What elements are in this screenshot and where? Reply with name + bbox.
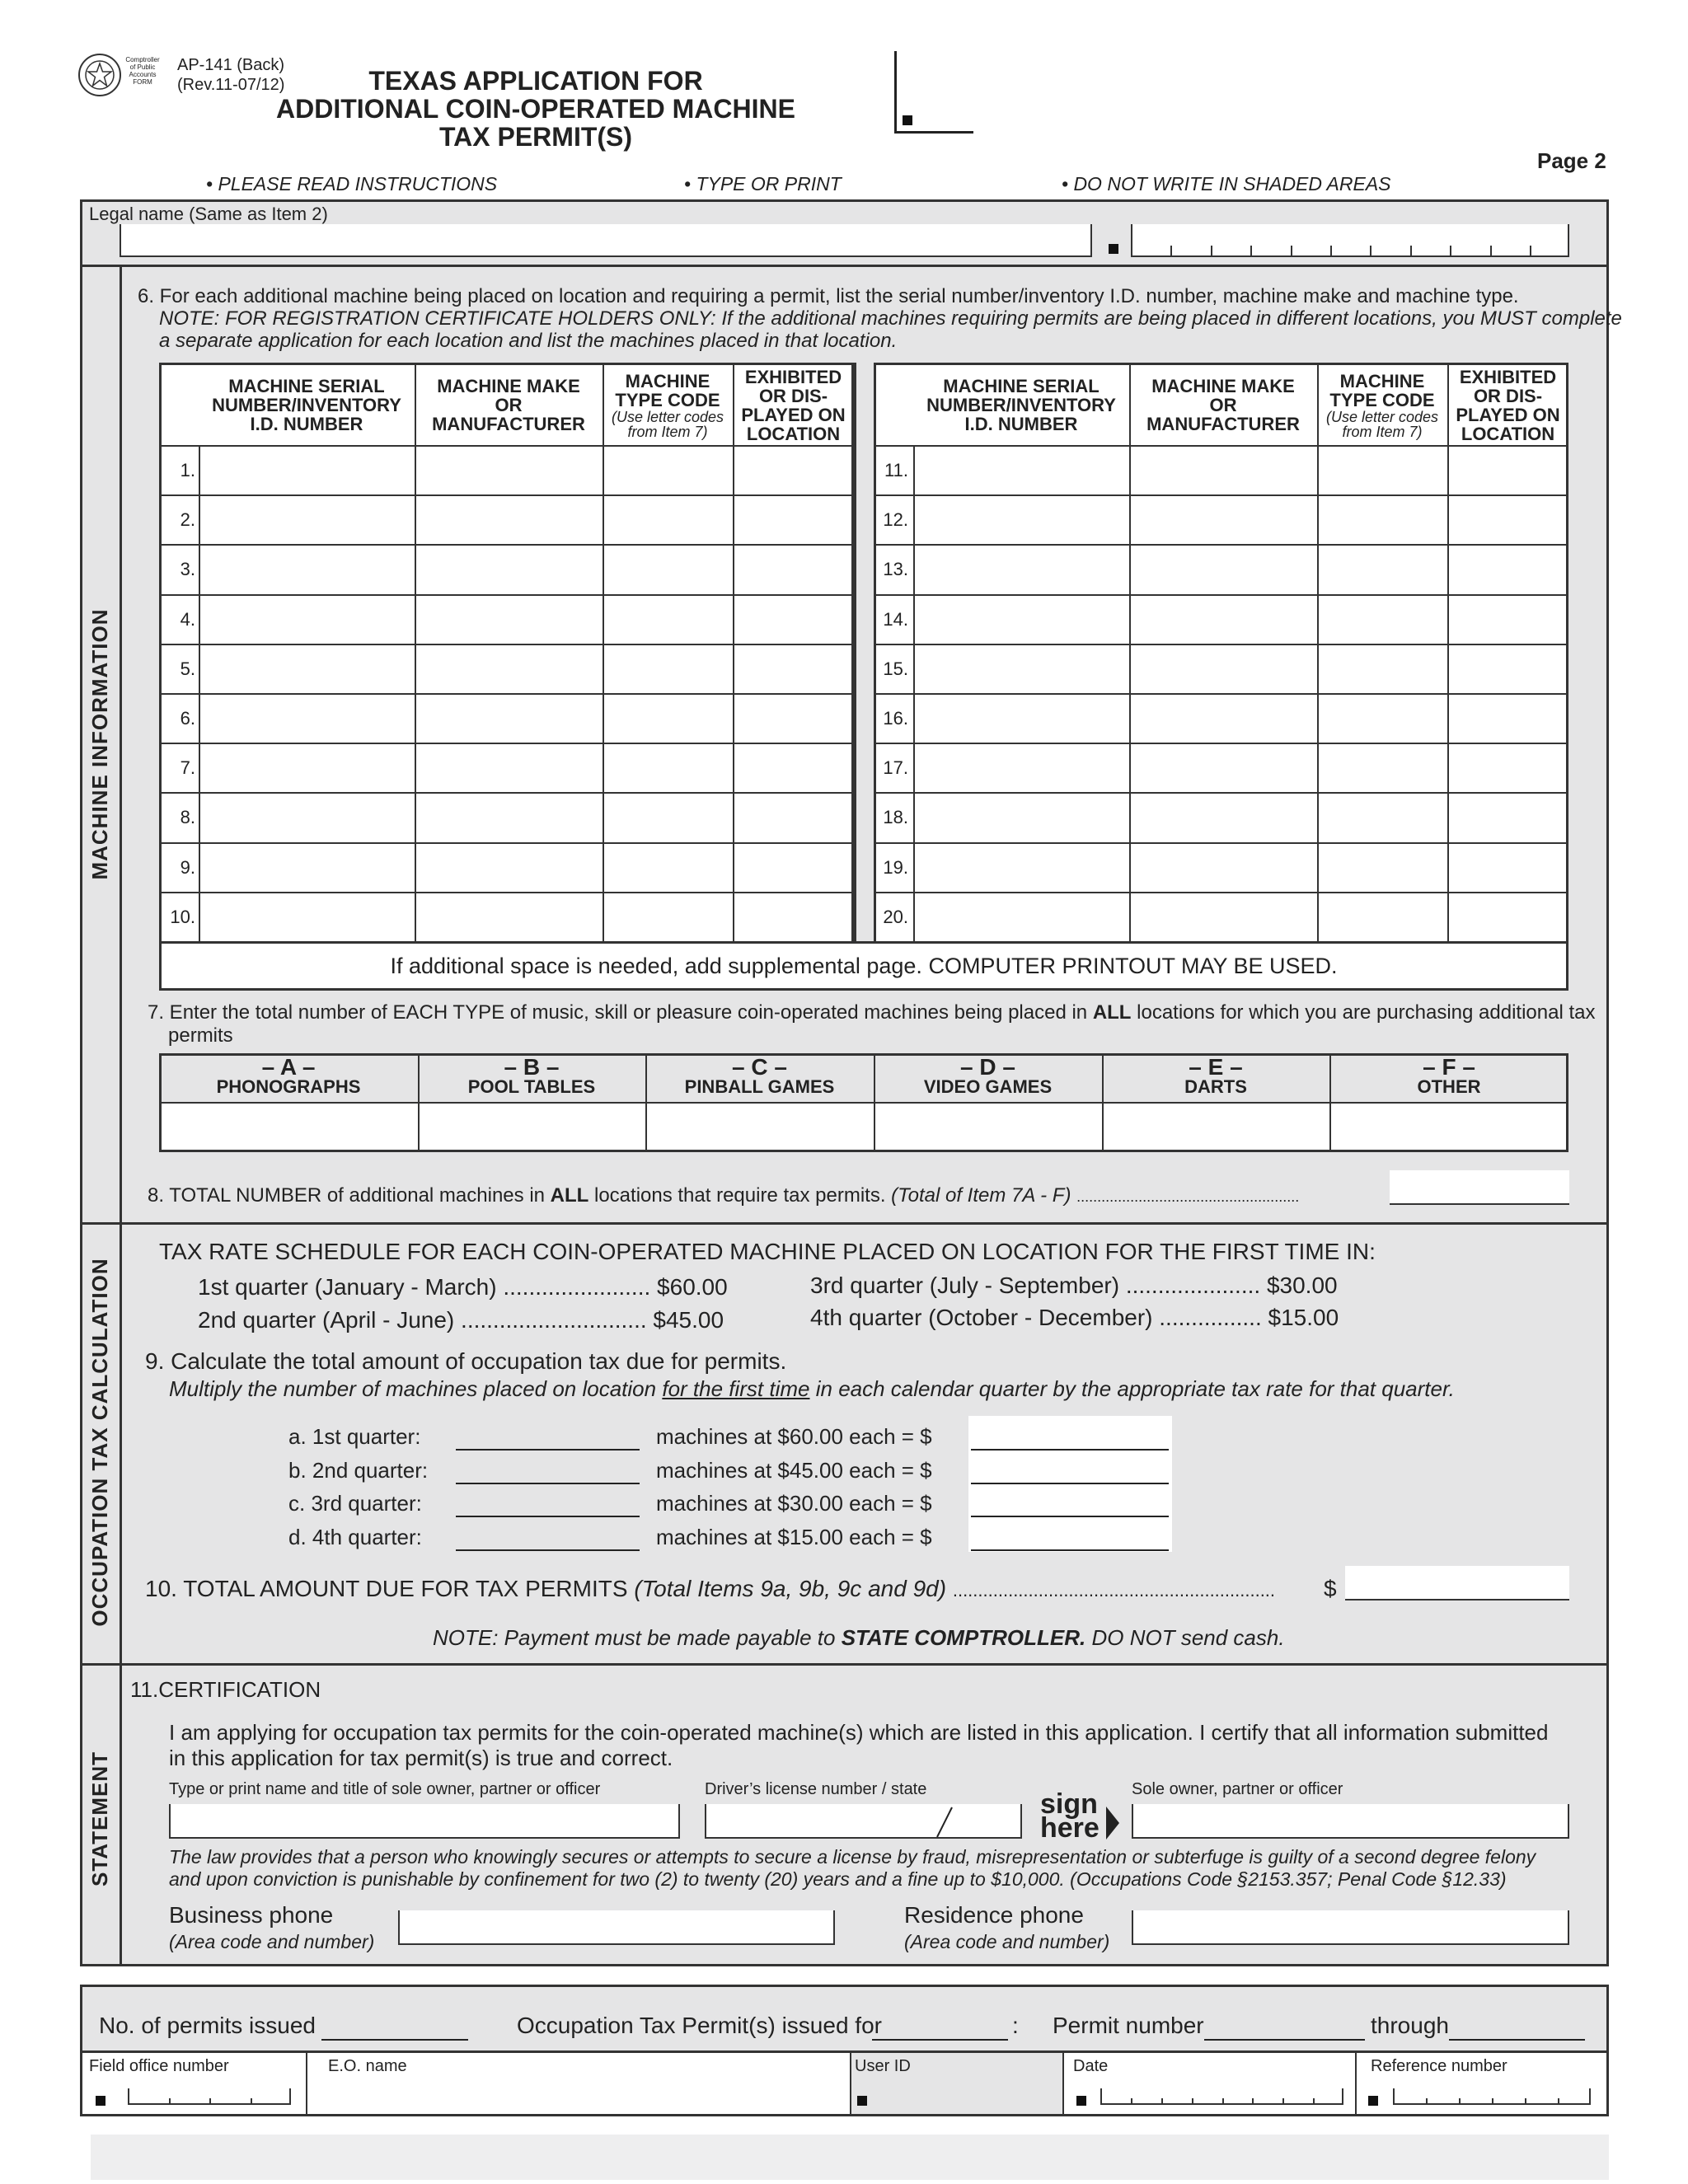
cell-make-input[interactable] (416, 596, 601, 642)
cell-make-input[interactable] (1131, 447, 1315, 493)
section-divider (120, 1666, 122, 1964)
cell-type-input[interactable] (604, 744, 731, 790)
business-phone-field[interactable] (398, 1910, 835, 1945)
quarter-amount-field[interactable] (971, 1516, 1169, 1517)
item7-text-line2: permits (168, 1024, 233, 1047)
digit-separator (1291, 246, 1292, 257)
statement-label: STATEMENT (87, 1750, 112, 1887)
row-number: 3. (180, 559, 195, 580)
section-divider (120, 267, 122, 1223)
item8-total-field[interactable] (1390, 1170, 1569, 1205)
eo-name-label: E.O. name (328, 2057, 407, 2075)
cell-exhibited-input[interactable] (734, 744, 852, 790)
license-field[interactable] (705, 1804, 1022, 1839)
digit-separator (1161, 2098, 1163, 2105)
certification-text-line1: I am applying for occupation tax permits for the coin-operated machine(s) which are listed in this application. I certify that all information submitted (169, 1720, 1549, 1745)
item9-text: 9. Calculate the total amount of occupation tax due for permits. (145, 1348, 787, 1374)
slash-divider (929, 1804, 962, 1839)
form-title-line2: ADDITIONAL COIN-OPERATED MACHINE (276, 94, 795, 124)
name-title-field[interactable] (169, 1804, 680, 1839)
tax-rate-q4: 4th quarter (October - December) ................ $15.00 (810, 1305, 1339, 1330)
column-header-type: MACHINE TYPE CODE (Use letter codes from Item 7) (1325, 370, 1439, 440)
row-number: 6. (180, 708, 195, 729)
column-header-serial: MACHINE SERIAL NUMBER/INVENTORY I.D. NUMBER (212, 376, 401, 434)
cell-type-input[interactable] (1319, 695, 1446, 741)
cell-type-input[interactable] (1319, 794, 1446, 840)
quarter-machines-field[interactable] (456, 1483, 640, 1484)
digit-separator (1426, 2098, 1428, 2105)
payment-note: NOTE: Payment must be made payable to STATE COMPTROLLER. DO NOT send cash. (433, 1625, 1285, 1650)
permits-issued-for-label: Occupation Tax Permit(s) issued for (517, 2013, 882, 2038)
form-revision: (Rev.11-07/12) (177, 76, 285, 94)
cell-serial-input[interactable] (200, 496, 413, 542)
cell-make-input[interactable] (1131, 496, 1315, 542)
row-number: 14. (883, 608, 908, 630)
quarter-rate-text: machines at $30.00 each = $ (656, 1491, 932, 1516)
cell-make-input[interactable] (1131, 893, 1315, 940)
machine-type-header-4: – E – DARTS (1184, 1054, 1247, 1097)
residence-phone-label: Residence phone (904, 1902, 1084, 1928)
digit-separator (1370, 246, 1372, 257)
machine-type-header-1: – B – POOL TABLES (467, 1054, 596, 1097)
cell-serial-input[interactable] (200, 447, 413, 493)
permit-number-label: Permit number (1053, 2013, 1204, 2038)
cell-exhibited-input[interactable] (1449, 496, 1567, 542)
business-phone-area-label: (Area code and number) (169, 1931, 375, 1952)
cell-make-input[interactable] (416, 496, 601, 542)
cell-make-input[interactable] (416, 744, 601, 790)
cell-make-input[interactable] (1131, 645, 1315, 691)
cell-make-input[interactable] (416, 893, 601, 940)
row-number: 7. (180, 757, 195, 779)
cell-serial-input[interactable] (915, 844, 1128, 890)
through-label: through (1371, 2013, 1449, 2038)
row-number: 1. (180, 460, 195, 480)
digit-separator (1252, 2098, 1254, 2105)
item6-note-line2: a separate application for each location and list the machines placed in that location. (159, 330, 898, 352)
cell-type-input[interactable] (1319, 744, 1446, 790)
quarter-label: d. 4th quarter: (288, 1524, 422, 1549)
tax-schedule-title: TAX RATE SCHEDULE FOR EACH COIN-OPERATED MACHINE PLACED ON LOCATION FOR THE FIRST TIME IN: (159, 1239, 1376, 1264)
digit-separator (1250, 246, 1252, 257)
tax-rate-q1: 1st quarter (January - March) ....................... $60.00 (198, 1274, 728, 1300)
machine-type-count-input[interactable] (1104, 1105, 1327, 1150)
quarter-label: c. 3rd quarter: (288, 1491, 422, 1516)
cell-type-input[interactable] (604, 546, 731, 592)
cell-serial-input[interactable] (200, 645, 413, 691)
quarter-amount-column (968, 1416, 1172, 1552)
permit-number-to-field[interactable] (1449, 2039, 1585, 2041)
instruction-shaded: • DO NOT WRITE IN SHADED AREAS (1062, 173, 1391, 194)
cell-exhibited-input[interactable] (734, 546, 852, 592)
quarter-machines-field[interactable] (456, 1516, 640, 1517)
cell-serial-input[interactable] (915, 893, 1128, 940)
cell-type-input[interactable] (604, 794, 731, 840)
cell-exhibited-input[interactable] (1449, 695, 1567, 741)
digit-separator (1525, 2098, 1526, 2105)
row-number: 10. (170, 906, 195, 927)
cell-type-input[interactable] (604, 596, 731, 642)
cell-exhibited-input[interactable] (1449, 794, 1567, 840)
digit-separator (1211, 246, 1212, 257)
digit-separator (1490, 246, 1492, 257)
tax-rate-q3: 3rd quarter (July - September) ..................... $30.00 (810, 1272, 1338, 1298)
digit-separator (1282, 2098, 1284, 2105)
cell-exhibited-input[interactable] (734, 447, 852, 493)
additional-space-text: If additional space is needed, add supplemental page. COMPUTER PRINTOUT MAY BE USED. (390, 953, 1338, 978)
column-header-type: MACHINE TYPE CODE (Use letter codes from Item 7) (611, 370, 724, 440)
item8-text: 8. TOTAL NUMBER of additional machines in ALL locations that require tax permits. (Total of Item 7A - F) ...................................................... (148, 1184, 1300, 1207)
legal-name-label: Legal name (Same as Item 2) (89, 204, 328, 224)
row-number: 8. (180, 807, 195, 828)
business-phone-label: Business phone (169, 1902, 334, 1928)
digit-separator (1530, 246, 1531, 257)
cell-exhibited-input[interactable] (1449, 546, 1567, 592)
page-label: Page 2 (1537, 148, 1606, 173)
legal-name-field[interactable] (120, 224, 1092, 257)
quarter-rate-text: machines at $15.00 each = $ (656, 1524, 932, 1549)
column-header-exhibited: EXHIBITED OR DIS- PLAYED ON LOCATION (741, 366, 846, 444)
scan-mark (903, 115, 912, 125)
digit-separator (251, 2098, 252, 2105)
row-number: 17. (883, 757, 908, 779)
law-text-line1: The law provides that a person who knowingly secures or attempts to secure a license by fraud, misrepresentation or subterfuge is guilty of a second degree felony (169, 1846, 1536, 1868)
digit-separator (1313, 2098, 1315, 2105)
cell-exhibited-input[interactable] (734, 794, 852, 840)
machine-type-header-5: – F – OTHER (1417, 1054, 1481, 1097)
field-office-label: Field office number (89, 2057, 229, 2075)
tax-rate-q2: 2nd quarter (April - June) ............................. $45.00 (198, 1307, 724, 1333)
row-number: 5. (180, 658, 195, 679)
cell-make-input[interactable] (416, 546, 601, 592)
permits-issued-for-field[interactable] (872, 2039, 1008, 2041)
scan-mark (1109, 244, 1118, 254)
machine-type-count-input[interactable] (648, 1105, 871, 1150)
row-number: 13. (883, 559, 908, 580)
cell-serial-input[interactable] (915, 794, 1128, 840)
item10-dollar: $ (1324, 1576, 1337, 1601)
cell-make-input[interactable] (1131, 596, 1315, 642)
cell-type-input[interactable] (1319, 893, 1446, 940)
digit-separator (1330, 246, 1332, 257)
digit-separator (1222, 2098, 1224, 2105)
cell-make-input[interactable] (1131, 744, 1315, 790)
cell-type-input[interactable] (1319, 596, 1446, 642)
cell-type-input[interactable] (1319, 496, 1446, 542)
row-number: 4. (180, 608, 195, 630)
signer-label: Sole owner, partner or officer (1132, 1780, 1343, 1798)
permits-issued-label: No. of permits issued (99, 2013, 316, 2038)
digit-separator (1170, 246, 1172, 257)
item6-text: 6. For each additional machine being placed on location and requiring a permit, list the serial number/inventory I.D. number, machine make and machine type. (138, 285, 1519, 307)
quarter-amount-field[interactable] (971, 1483, 1169, 1484)
cell-serial-input[interactable] (915, 496, 1128, 542)
table-gap (854, 363, 874, 944)
additional-space-row (159, 941, 1568, 991)
row-number: 9. (180, 856, 195, 878)
cell-exhibited-input[interactable] (1449, 596, 1567, 642)
cell-make-input[interactable] (416, 695, 601, 741)
machine-type-header-3: – D – VIDEO GAMES (923, 1054, 1053, 1097)
cell-serial-input[interactable] (915, 546, 1128, 592)
column-header-exhibited: EXHIBITED OR DIS- PLAYED ON LOCATION (1456, 366, 1560, 444)
digit-separator (1459, 2098, 1461, 2105)
item10-text: 10. TOTAL AMOUNT DUE FOR TAX PERMITS (Total Items 9a, 9b, 9c and 9d) ................................................................ (145, 1576, 1276, 1601)
cell-make-input[interactable] (416, 794, 601, 840)
cell-serial-input[interactable] (915, 596, 1128, 642)
machine-type-count-input[interactable] (876, 1105, 1100, 1150)
row-number: 18. (883, 807, 908, 828)
quarter-rate-text: machines at $60.00 each = $ (656, 1424, 932, 1449)
reference-label: Reference number (1371, 2057, 1507, 2075)
cell-exhibited-input[interactable] (734, 893, 852, 940)
cell-type-input[interactable] (604, 645, 731, 691)
cell-type-input[interactable] (1319, 645, 1446, 691)
digit-separator (1450, 246, 1451, 257)
cell-serial-input[interactable] (915, 744, 1128, 790)
cell-type-input[interactable] (1319, 447, 1446, 493)
signature-field[interactable] (1132, 1804, 1569, 1839)
cell-make-input[interactable] (1131, 844, 1315, 890)
row-number: 2. (180, 509, 195, 531)
column-header-serial: MACHINE SERIAL NUMBER/INVENTORY I.D. NUMBER (926, 376, 1116, 434)
certification-text-line2: in this application for tax permit(s) is true and correct. (169, 1746, 673, 1770)
residence-phone-area-label: (Area code and number) (904, 1931, 1110, 1952)
cell-make-input[interactable] (416, 645, 601, 691)
digit-separator (169, 2098, 171, 2105)
cell-type-input[interactable] (1319, 844, 1446, 890)
digit-separator (1492, 2098, 1493, 2105)
permits-issued-field[interactable] (321, 2039, 468, 2041)
row-number: 20. (883, 906, 908, 927)
cell-make-input[interactable] (1131, 546, 1315, 592)
cell-serial-input[interactable] (200, 695, 413, 741)
certification-title: 11.CERTIFICATION (130, 1677, 321, 1702)
permit-number-from-field[interactable] (1204, 2039, 1365, 2041)
row-number: 16. (883, 708, 908, 729)
cell-serial-input[interactable] (915, 645, 1128, 691)
comptroller-seal (78, 54, 121, 96)
item9-italic: Multiply the number of machines placed on location for the first time in each calendar quarter by the appropriate tax rate for that quarter. (169, 1376, 1455, 1401)
cell-exhibited-input[interactable] (734, 645, 852, 691)
instruction-read: • PLEASE READ INSTRUCTIONS (206, 173, 498, 194)
occupation-tax-label: OCCUPATION TAX CALCULATION (87, 1258, 112, 1627)
scan-mark (1076, 2096, 1086, 2106)
form-title-line3: TAX PERMIT(S) (438, 122, 633, 152)
cell-make-input[interactable] (1131, 794, 1315, 840)
quarter-label: b. 2nd quarter: (288, 1457, 429, 1483)
machine-type-count-input[interactable] (420, 1105, 643, 1150)
machine-information-label: MACHINE INFORMATION (87, 608, 112, 880)
scan-mark (1368, 2096, 1378, 2106)
form-title-line1: TEXAS APPLICATION FOR (368, 66, 703, 96)
digit-separator (1558, 2098, 1559, 2105)
machine-type-header-0: – A – PHONOGRAPHS (216, 1054, 361, 1097)
item7-text-line1: 7. Enter the total number of EACH TYPE of music, skill or pleasure coin-operated machines being placed in ALL locations for which you are purchasing additional tax (148, 1001, 1596, 1024)
cell-type-input[interactable] (604, 496, 731, 542)
name-title-label: Type or print name and title of sole owner, partner or officer (169, 1780, 601, 1798)
cell-serial-input[interactable] (200, 596, 413, 642)
cell-serial-input[interactable] (200, 794, 413, 840)
scan-mark (857, 2096, 867, 2106)
residence-phone-field[interactable] (1132, 1910, 1569, 1945)
cell-exhibited-input[interactable] (734, 695, 852, 741)
column-header-make: MACHINE MAKE OR MANUFACTURER (1146, 376, 1300, 434)
cell-make-input[interactable] (1131, 695, 1315, 741)
cell-exhibited-input[interactable] (734, 496, 852, 542)
cell-make-input[interactable] (416, 844, 601, 890)
taxpayer-number-field[interactable] (1131, 224, 1569, 257)
quarter-machines-field[interactable] (456, 1449, 640, 1451)
machine-type-header-2: – C – PINBALL GAMES (684, 1054, 835, 1097)
law-text-line2: and upon conviction is punishable by confinement for two (2) to twenty (20) years and a fine up to $10,000. (Occupations Code §2153.357; Penal Code §12.33) (169, 1868, 1507, 1890)
cell-exhibited-input[interactable] (734, 596, 852, 642)
digit-separator (1192, 2098, 1193, 2105)
cell-serial-input[interactable] (200, 744, 413, 790)
digit-separator (209, 2098, 211, 2105)
instruction-type: • TYPE OR PRINT (684, 173, 842, 194)
cell-type-input[interactable] (604, 447, 731, 493)
cell-exhibited-input[interactable] (1449, 844, 1567, 890)
cell-exhibited-input[interactable] (1449, 645, 1567, 691)
item6-note-line1: NOTE: FOR REGISTRATION CERTIFICATE HOLDERS ONLY: If the additional machines requiring permits are being placed in different locations, you MUST complete (159, 307, 1622, 330)
row-number: 11. (884, 460, 908, 480)
scan-mark (96, 2096, 106, 2106)
row-number: 19. (883, 856, 908, 878)
cell-serial-input[interactable] (915, 447, 1128, 493)
column-header-make: MACHINE MAKE OR MANUFACTURER (432, 376, 585, 434)
total-amount-field[interactable] (1345, 1566, 1569, 1601)
digit-separator (1131, 2098, 1132, 2105)
star-icon (83, 59, 116, 91)
quarter-rate-text: machines at $45.00 each = $ (656, 1457, 932, 1483)
cell-type-input[interactable] (604, 695, 731, 741)
cell-type-input[interactable] (1319, 546, 1446, 592)
cell-exhibited-input[interactable] (734, 844, 852, 890)
permits-issued-for-colon: : (1012, 2013, 1019, 2038)
row-number: 12. (883, 509, 908, 531)
cell-serial-input[interactable] (200, 893, 413, 940)
cell-type-input[interactable] (604, 844, 731, 890)
cell-serial-input[interactable] (915, 695, 1128, 741)
seal-label: Comptroller of Public Accounts FORM (125, 56, 160, 86)
cell-exhibited-input[interactable] (1449, 893, 1567, 940)
user-id-label: User ID (855, 2057, 911, 2075)
row-number: 15. (883, 658, 908, 679)
quarter-amount-field[interactable] (971, 1549, 1169, 1551)
form-number: AP-141 (Back) (177, 56, 285, 74)
cell-exhibited-input[interactable] (1449, 447, 1567, 493)
cell-serial-input[interactable] (200, 844, 413, 890)
cell-serial-input[interactable] (200, 546, 413, 592)
machine-type-count-input[interactable] (1332, 1105, 1566, 1150)
cell-make-input[interactable] (416, 447, 601, 493)
quarter-amount-field[interactable] (971, 1449, 1169, 1451)
section-divider (120, 1225, 122, 1663)
bottom-shade-band (91, 2135, 1609, 2180)
cell-type-input[interactable] (604, 893, 731, 940)
quarter-label: a. 1st quarter: (288, 1424, 421, 1449)
sign-here-text: sign here (1040, 1788, 1100, 1844)
machine-type-count-input[interactable] (162, 1105, 415, 1150)
sign-here-arrow-icon (1104, 1805, 1121, 1841)
cell-exhibited-input[interactable] (1449, 744, 1567, 790)
digit-separator (1410, 246, 1412, 257)
license-label: Driver’s license number / state (705, 1780, 927, 1798)
date-label: Date (1073, 2057, 1109, 2075)
quarter-machines-field[interactable] (456, 1549, 640, 1551)
